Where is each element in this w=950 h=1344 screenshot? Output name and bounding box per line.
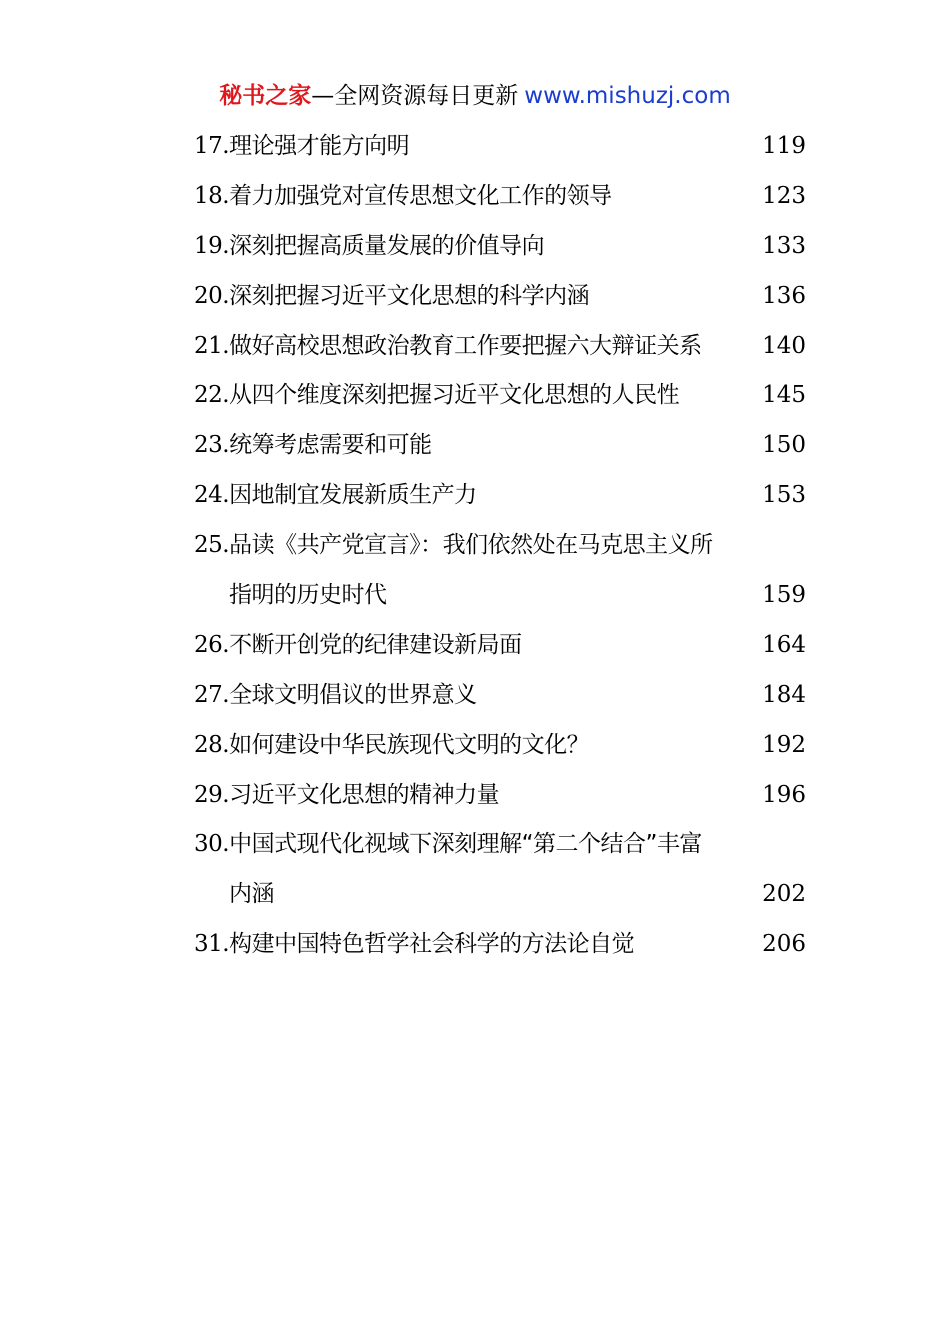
toc-entry-page: 192	[762, 731, 806, 758]
toc-entry-page: 123	[762, 182, 806, 209]
header-url-link[interactable]: www.mishuzj.com	[524, 83, 731, 109]
toc-entry-title: 从四个维度深刻把握习近平文化思想的人民性	[229, 382, 680, 409]
toc-entry-title: 统筹考虑需要和可能	[229, 432, 432, 459]
toc-entry-title: 构建中国特色哲学社会科学的方法论自觉	[229, 931, 635, 958]
toc-entry-number: 24.	[194, 482, 230, 509]
toc-entry[interactable]	[194, 371, 806, 421]
toc-entry[interactable]	[194, 272, 806, 322]
toc-entry-number: 17.	[194, 133, 230, 159]
toc-entry-page: 119	[762, 133, 806, 159]
header-tagline: —全网资源每日更新	[311, 83, 519, 109]
toc-entry-page: 196	[762, 781, 806, 808]
toc-entry-page: 202	[762, 881, 806, 908]
toc-entry-number: 26.	[194, 631, 230, 658]
toc-entry-title-continued: 指明的历史时代	[229, 582, 387, 609]
toc-entry-number: 29.	[194, 781, 230, 808]
toc-entry-page: 164	[762, 631, 806, 658]
toc-entry-title: 深刻把握习近平文化思想的科学内涵	[229, 282, 590, 309]
toc-entry-number: 25.	[194, 532, 230, 559]
toc-entry-number: 19.	[194, 232, 230, 259]
toc-entry[interactable]	[194, 172, 806, 222]
toc-entry-number: 20.	[194, 282, 230, 309]
toc-entry-title: 不断开创党的纪律建设新局面	[229, 631, 522, 658]
toc-entry[interactable]	[194, 671, 806, 721]
toc-entry-title: 中国式现代化视域下深刻理解“第二个结合”丰富	[229, 831, 702, 858]
toc-entry-number: 21.	[194, 332, 230, 359]
toc-entry-number: 27.	[194, 681, 230, 708]
toc-entry-title-continued: 内涵	[229, 881, 274, 908]
toc-entry-number: 23.	[194, 432, 230, 459]
toc-entry[interactable]	[194, 222, 806, 272]
toc-entry-number: 30.	[194, 831, 230, 858]
toc-entry[interactable]	[194, 421, 806, 471]
toc-entry[interactable]	[194, 621, 806, 671]
toc-entry-page: 145	[762, 382, 806, 409]
page-header	[0, 78, 950, 114]
toc-entry-page: 159	[762, 582, 806, 609]
toc-entry[interactable]	[194, 122, 806, 172]
toc-entry-page: 206	[762, 931, 806, 958]
toc-entry-title: 理论强才能方向明	[229, 133, 410, 159]
toc-entry-title: 如何建设中华民族现代文明的文化？	[229, 731, 590, 758]
toc-entry-title: 品读《共产党宣言》：我们依然处在马克思主义所	[229, 532, 713, 559]
toc-entry-number: 28.	[194, 731, 230, 758]
table-of-contents	[194, 122, 806, 970]
toc-entry-page: 184	[762, 681, 806, 708]
toc-entry-title: 全球文明倡议的世界意义	[229, 681, 477, 708]
toc-entry[interactable]	[194, 771, 806, 821]
toc-entry-number: 22.	[194, 382, 230, 409]
toc-entry-title: 着力加强党对宣传思想文化工作的领导	[229, 182, 612, 209]
toc-entry-title: 做好高校思想政治教育工作要把握六大辩证关系	[229, 332, 702, 359]
toc-entry[interactable]	[194, 820, 806, 920]
toc-entry[interactable]	[194, 322, 806, 372]
toc-entry-number: 18.	[194, 182, 230, 209]
toc-entry-page: 133	[762, 232, 806, 259]
toc-entry-page: 150	[762, 432, 806, 459]
toc-entry-title: 习近平文化思想的精神力量	[229, 781, 500, 808]
toc-entry[interactable]	[194, 920, 806, 970]
brand-name: 秘书之家	[219, 83, 312, 109]
toc-entry-title: 深刻把握高质量发展的价值导向	[229, 232, 545, 259]
toc-entry-number: 31.	[194, 931, 230, 958]
toc-entry[interactable]	[194, 721, 806, 771]
toc-entry[interactable]	[194, 521, 806, 621]
toc-entry-page: 153	[762, 482, 806, 509]
toc-entry-page: 136	[762, 282, 806, 309]
toc-entry-page: 140	[762, 332, 806, 359]
toc-entry[interactable]	[194, 471, 806, 521]
toc-entry-title: 因地制宜发展新质生产力	[229, 482, 477, 509]
